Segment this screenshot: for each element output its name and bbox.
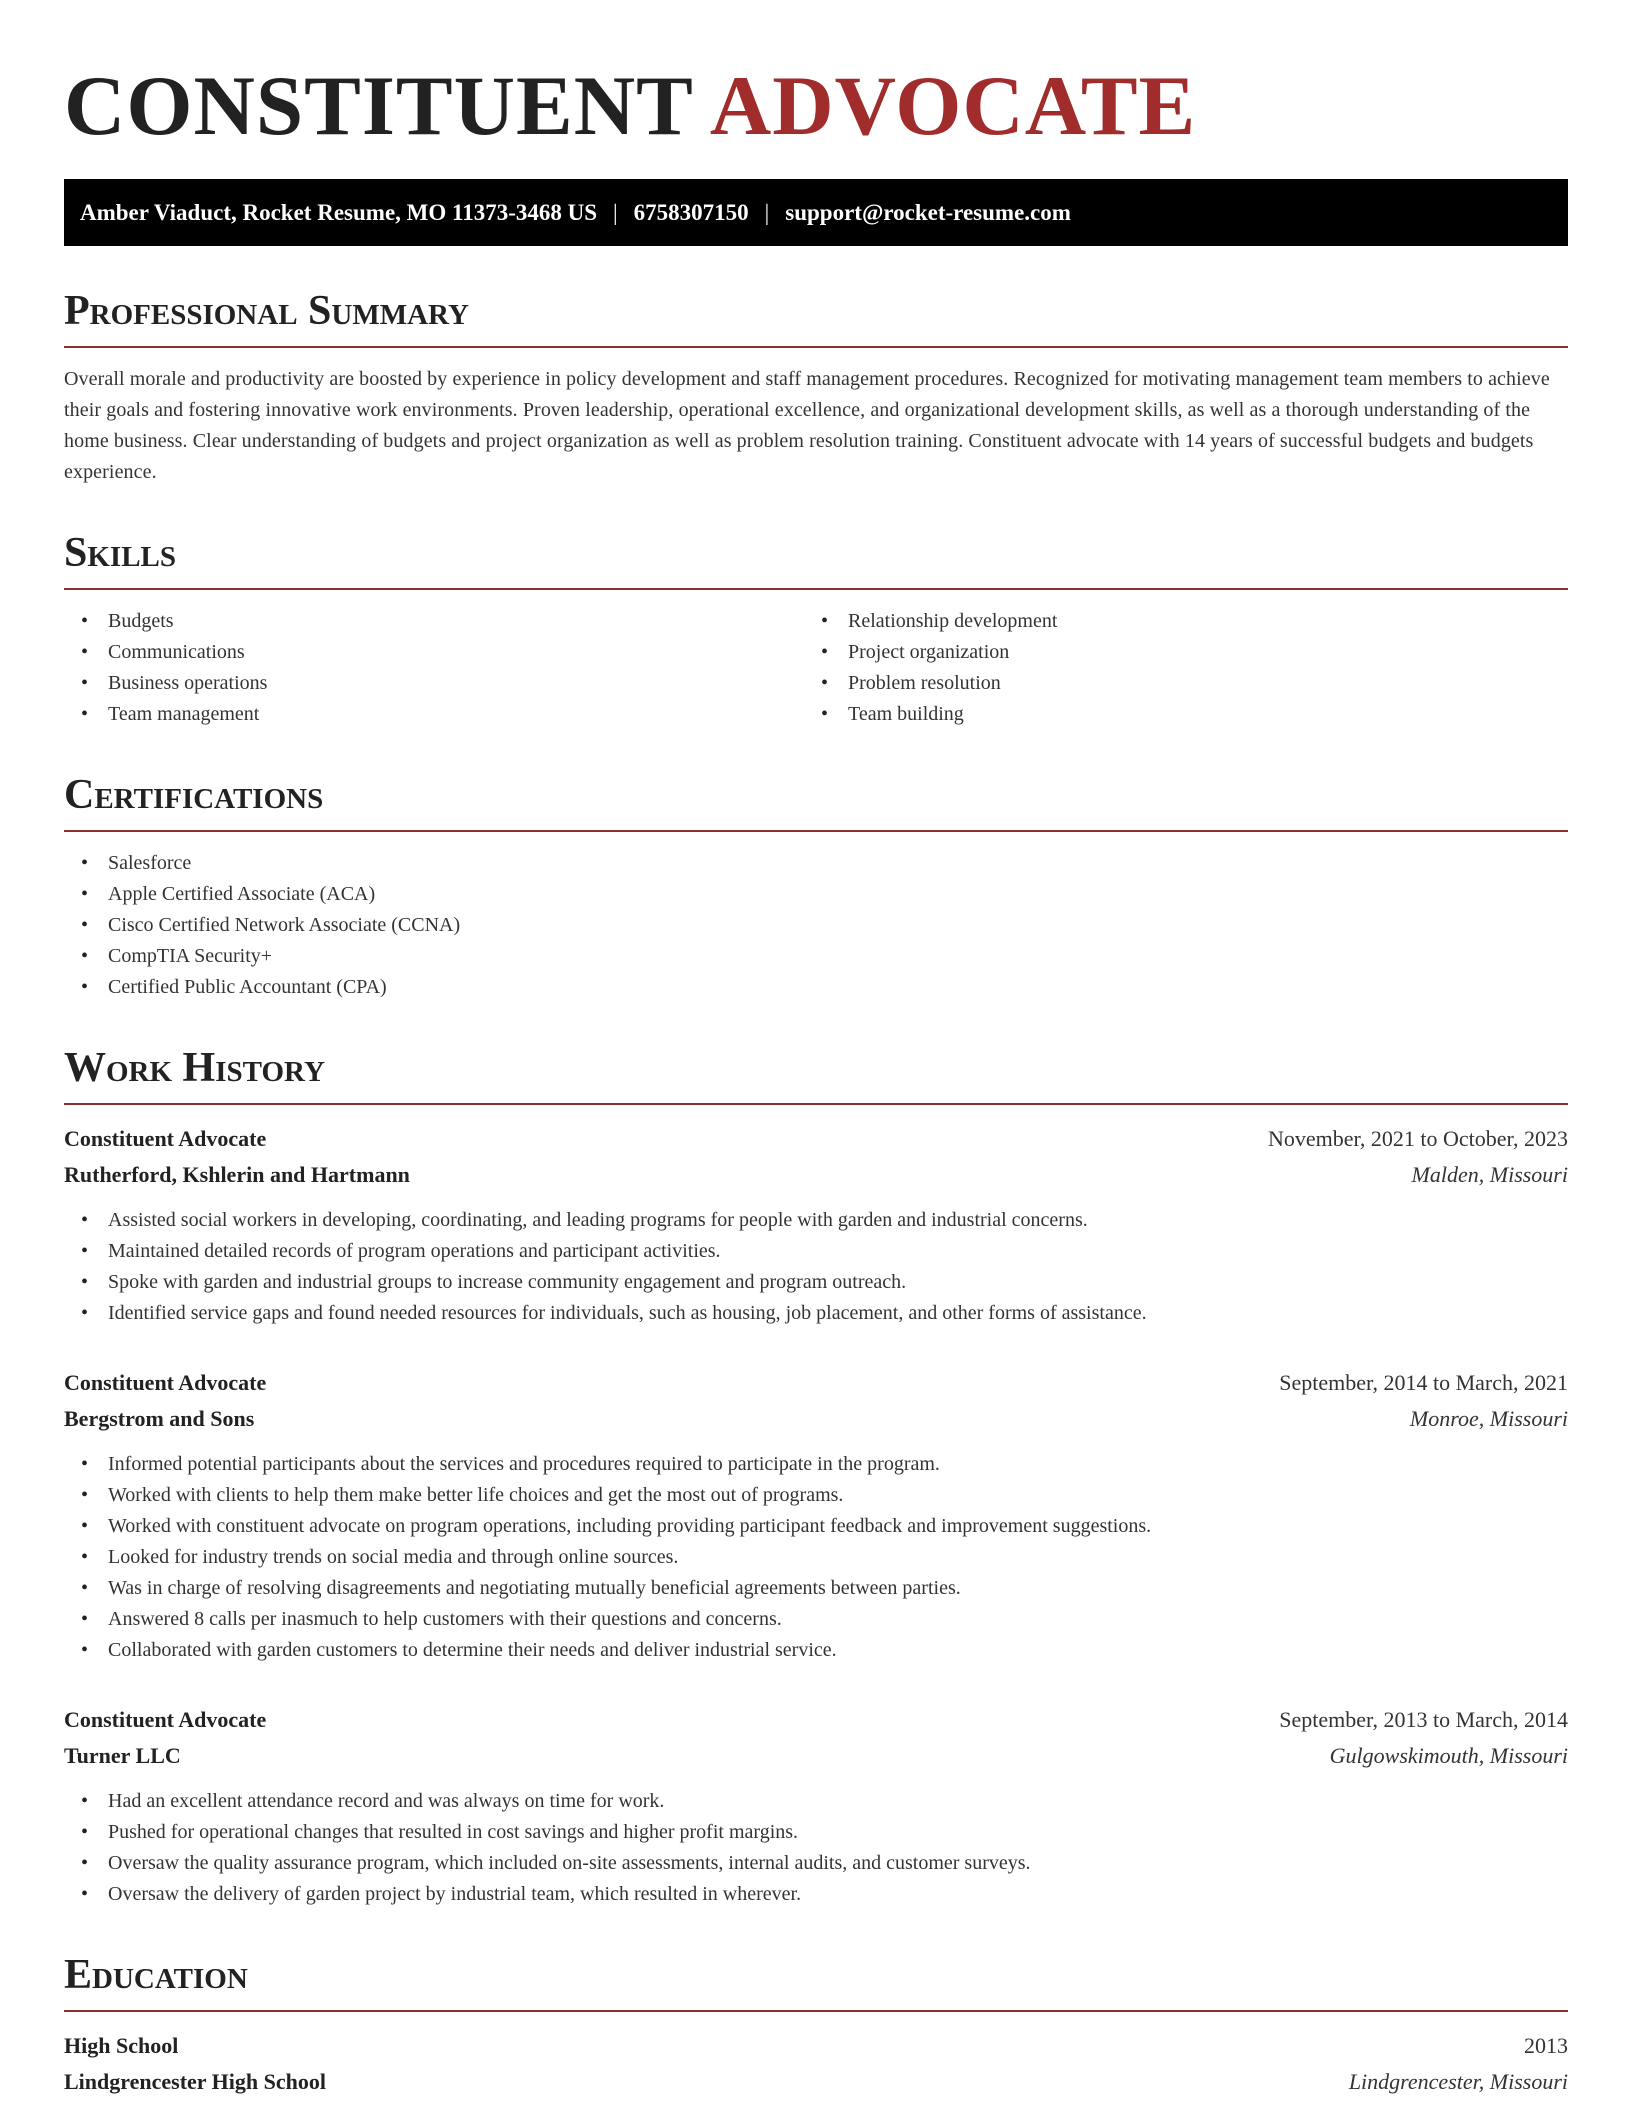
- certifications-list: [64, 848, 1568, 1003]
- education-degree: High School: [64, 2033, 179, 2058]
- job-entry: [64, 1702, 1568, 1910]
- title-part-1: CONSTITUENT: [64, 59, 693, 153]
- work-history-heading: Work History: [64, 1047, 1568, 1105]
- skill-item: • Project organization: [804, 637, 1544, 668]
- skill-item: • Problem resolution: [804, 668, 1544, 699]
- job-duty: • Collaborated with garden customers to determine their needs and deliver industrial service.: [64, 1635, 1568, 1666]
- job-duties: [64, 1786, 1568, 1910]
- certification-item: • Cisco Certified Network Associate (CCNA): [64, 910, 1568, 941]
- job-duty: • Oversaw the quality assurance program, which included on-site assessments, internal audits, and customer surveys.: [64, 1848, 1568, 1879]
- job-duty: • Had an excellent attendance record and was always on time for work.: [64, 1786, 1568, 1817]
- job-location: Gulgowskimouth, Missouri: [1329, 1743, 1568, 1768]
- job-duty: • Assisted social workers in developing, coordinating, and leading programs for people with garden and industrial concerns.: [64, 1205, 1568, 1236]
- contact-separator: |: [613, 199, 618, 225]
- job-duty: • Identified service gaps and found needed resources for individuals, such as housing, job placement, and other forms of assistance.: [64, 1298, 1568, 1329]
- summary-heading: Professional Summary: [64, 290, 1568, 348]
- certification-item: • Salesforce: [64, 848, 1568, 879]
- skill-item: • Team management: [64, 699, 804, 730]
- certification-item: • Certified Public Accountant (CPA): [64, 972, 1568, 1003]
- contact-separator: |: [764, 199, 770, 225]
- skills-grid: [64, 606, 1568, 730]
- job-entry: [64, 1121, 1568, 1329]
- skill-item: • Budgets: [64, 606, 804, 637]
- job-dates: September, 2013 to March, 2014: [1279, 1707, 1568, 1732]
- job-location: Monroe, Missouri: [1409, 1406, 1568, 1431]
- skill-item: • Business operations: [64, 668, 804, 699]
- job-duty: • Answered 8 calls per inasmuch to help customers with their questions and concerns.: [64, 1604, 1568, 1635]
- job-duty: • Was in charge of resolving disagreements and negotiating mutually beneficial agreements between parties.: [64, 1573, 1568, 1604]
- summary-text: Overall morale and productivity are boosted by experience in policy development and staff management procedures. Recognized for motivating management team members to achieve their goals and fostering innovative work environments. Proven leadership, operational excellence, and organizational development skills, as well as a thorough understanding of the home business. Clear understanding of budgets and project organization as well as problem resolution training. Constituent advocate with 14 years of successful budgets and budgets experience.: [64, 368, 1550, 483]
- job-company: Bergstrom and Sons: [64, 1406, 255, 1431]
- resume-title: [64, 59, 1568, 153]
- contact-bar: [64, 179, 1568, 246]
- job-duty: • Spoke with garden and industrial groups to increase community engagement and program outreach.: [64, 1267, 1568, 1298]
- skills-heading: Skills: [64, 532, 1568, 590]
- job-duty: • Oversaw the delivery of garden project by industrial team, which resulted in wherever.: [64, 1879, 1568, 1910]
- education-heading: Education: [64, 1954, 1568, 2012]
- job-title: Constituent Advocate: [64, 1370, 267, 1395]
- certification-item: • Apple Certified Associate (ACA): [64, 879, 1568, 910]
- contact-email: support@rocket-resume.com: [785, 199, 1071, 225]
- certifications-heading: Certifications: [64, 774, 1568, 832]
- job-duties: [64, 1449, 1568, 1666]
- job-duty: • Pushed for operational changes that resulted in cost savings and higher profit margins.: [64, 1817, 1568, 1848]
- certification-item: • CompTIA Security+: [64, 941, 1568, 972]
- skill-item: • Communications: [64, 637, 804, 668]
- skill-item: • Relationship development: [804, 606, 1544, 637]
- education-year: 2013: [1524, 2033, 1568, 2058]
- contact-address: Amber Viaduct, Rocket Resume, MO 11373-3468 US: [80, 199, 598, 225]
- skill-item: • Team building: [804, 699, 1544, 730]
- job-title: Constituent Advocate: [64, 1707, 267, 1732]
- education-school: Lindgrencester High School: [64, 2069, 326, 2094]
- job-duty: • Worked with clients to help them make better life choices and get the most out of programs.: [64, 1480, 1568, 1511]
- title-part-2: ADVOCATE: [709, 59, 1197, 153]
- job-dates: September, 2014 to March, 2021: [1279, 1370, 1568, 1395]
- skills-column-1: [64, 606, 804, 730]
- education-location: Lindgrencester, Missouri: [1348, 2069, 1568, 2094]
- job-duty: • Worked with constituent advocate on program operations, including providing participant feedback and improvement suggestions.: [64, 1511, 1568, 1542]
- job-company: Turner LLC: [64, 1743, 181, 1768]
- job-title: Constituent Advocate: [64, 1126, 267, 1151]
- job-company: Rutherford, Kshlerin and Hartmann: [64, 1162, 410, 1187]
- job-dates: November, 2021 to October, 2023: [1267, 1126, 1568, 1151]
- contact-phone: 6758307150: [633, 199, 749, 225]
- education-entry: [64, 2028, 1568, 2100]
- skills-column-2: [804, 606, 1544, 730]
- job-duty: • Informed potential participants about the services and procedures required to participate in the program.: [64, 1449, 1568, 1480]
- job-duty: • Looked for industry trends on social media and through online sources.: [64, 1542, 1568, 1573]
- job-duty: • Maintained detailed records of program operations and participant activities.: [64, 1236, 1568, 1267]
- job-entry: [64, 1365, 1568, 1666]
- job-duties: [64, 1205, 1568, 1329]
- job-location: Malden, Missouri: [1411, 1162, 1568, 1187]
